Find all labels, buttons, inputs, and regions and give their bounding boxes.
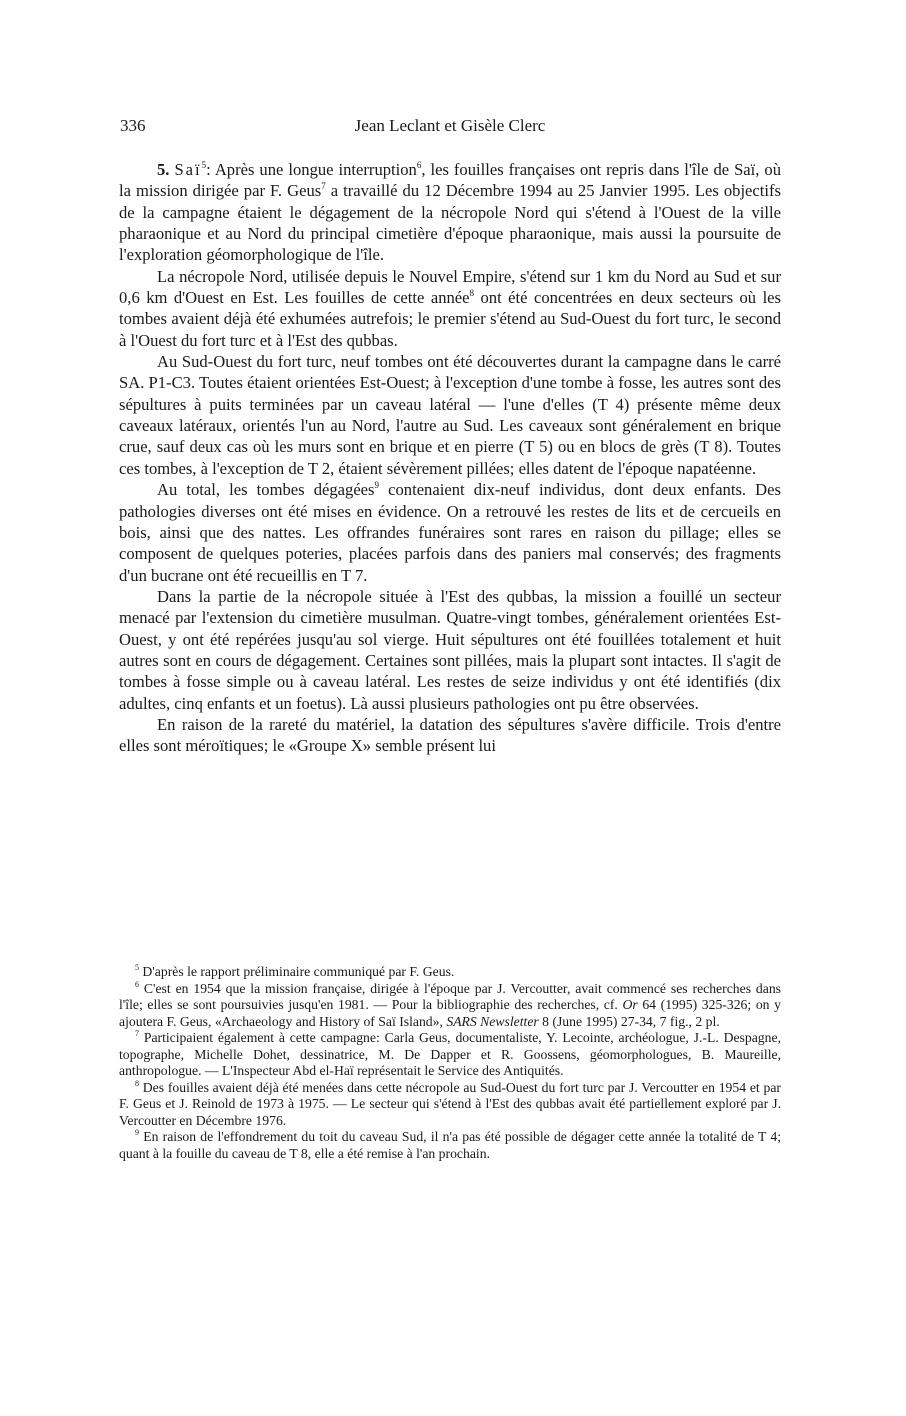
footnote-8: $^8$ Des fouilles avaient déjà été menées dans cette nécropole au Sud-Ouest du fort turc par J. Vercoutter en 1954 et par F. Geus et J. Reinold de 1973 à 1975. — Le secteur qui s'étend à l'Est des qubbas avait été partiellement exploré par J. Vercoutter en Décembre 1976. bbox=[119, 1078, 781, 1128]
footnote-ref: 6 bbox=[416, 160, 422, 170]
paragraph-3: Au Sud-Ouest du fort turc, neuf tombes ont été découvertes durant la campagne dans le carré SA. P1-C3. Toutes étaient orientées Est-Ouest; à l'exception d'une tombe à fosse, les autres sont des sépultures à puits terminées par un caveau latéral — l'une d'elles (T 4) présente même deux caveaux latéraux, orientés l'un au Nord, l'autre au Sud. Les caveaux sont généralement en brique crue, sauf deux cas où les murs sont en brique et en pierre (T 5) ou en blocs de grès (T 8). Toutes ces tombes, à l'exception de T 2, étaient sévèrement pillées; elles datent de l'époque napatéenne. bbox=[119, 352, 781, 478]
running-title: Jean Leclant et Gisèle Clerc bbox=[354, 116, 546, 135]
site-name: Saï bbox=[174, 160, 202, 179]
section-number: 5. bbox=[157, 160, 170, 179]
paragraph-5: Dans la partie de la nécropole située à l'Est des qubbas, la mission a fouillé un secteur menacé par l'extension du cimetière musulman. Quatre-vingt tombes, généralement orientées Est-Ouest, y ont été repérées jusqu'au sol vierge. Huit sépultures ont été fouillées totalement et huit autres sont en cours de dégagement. Certaines sont pillées, mais la plupart sont intactes. Il s'agit de tombes à fosse simple ou à caveau latéral. Les restes de seize individus y ont été identifiés (dix adultes, cinq enfants et un foetus). Là aussi plusieurs pathologies ont pu être observées. bbox=[119, 586, 781, 713]
paragraph-2: La nécropole Nord, utilisée depuis le Nouvel Empire, s'étend sur 1 km du Nord au Sud et sur 0,6 km d'Ouest en Est. Les fouilles de cette année$^8$ ont été concentrées en deux secteurs où les tombes avaient déjà été exhumées autrefois; le premier s'étend au Sud-Ouest du fort turc, le second à l'Ouest du fort turc et à l'Est des qubbas. bbox=[119, 266, 781, 350]
footnote-ref: 8 bbox=[469, 288, 475, 299]
paragraph-4: Au total, les tombes dégagées$^9$ contenaient dix-neuf individus, dont deux enfants. Des pathologies diverses ont été mises en évidence. On a retrouvé les restes de lits et de cercueils en bois, ainsi que des nattes. Les offrandes funéraires sont rares en raison du pillage; elles se composent de quelques poteries, placées parfois dans des paniers mal conservés; des fragments d'un bucrane ont été recueillis en T 7. bbox=[119, 480, 781, 585]
body-text bbox=[119, 159, 781, 757]
paragraph-1: 5. Saï$^5$: Après une longue interruption$^6$, les fouilles françaises ont repris dans l'île de Saï, où la mission dirigée par F. Geus$^7$ a travaillé du 12 Décembre 1994 au 25 Janvier 1995. Les objectifs de la campagne étaient le dégagement de la nécropole Nord qui s'étend à l'Ouest de la ville pharaonique et au Nord du principal cimetière d'époque pharaonique, mais aussi la poursuite de l'exploration géomorphologique de l'île. bbox=[119, 160, 781, 265]
page-header bbox=[120, 116, 780, 142]
page-number: 336 bbox=[120, 116, 146, 135]
paragraph-6: En raison de la rareté du matériel, la datation des sépultures s'avère difficile. Trois d'entre elles sont méroïtiques; le «Groupe X» semble présent lui bbox=[119, 714, 781, 756]
footnote-ref: 5 bbox=[201, 160, 207, 170]
footnote-6: $^6$ C'est en 1954 que la mission française, dirigée à l'époque par J. Vercoutter, avait commencé ses recherches dans l'île; elles se sont poursuivies jusqu'en 1981. — Pour la bibliographie des recherches, cf. Or 64 (1995) 325-326; on y ajoutera F. Geus, «Archaeology and History of Saï Island», SARS Newsletter 8 (June 1995) 27-34, 7 fig., 2 pl. bbox=[119, 979, 781, 1029]
footnote-7: $^7$ Participaient également à cette campagne: Carla Geus, documentaliste, Y. Lecointe, archéologue, J.-L. Despagne, topographe, Michelle Dohet, dessinatrice, M. De Dapper et R. Goossens, géomorphologues, B. Maureille, anthropologue. — L'Inspecteur Abd el-Haï représentait le Service des Antiquités. bbox=[119, 1029, 781, 1079]
footnote-ref: 9 bbox=[374, 480, 380, 491]
footnote-ref: 7 bbox=[321, 181, 326, 192]
footnotes bbox=[119, 964, 781, 1163]
footnote-5: $^5$ D'après le rapport préliminaire communiqué par F. Geus. bbox=[135, 963, 455, 979]
footnote-9: $^9$ En raison de l'effondrement du toit du caveau Sud, il n'a pas été possible de dégager cette année la totalité de T 4; quant à la fouille du caveau de T 8, elle a été remise à l'an prochain. bbox=[119, 1128, 781, 1162]
